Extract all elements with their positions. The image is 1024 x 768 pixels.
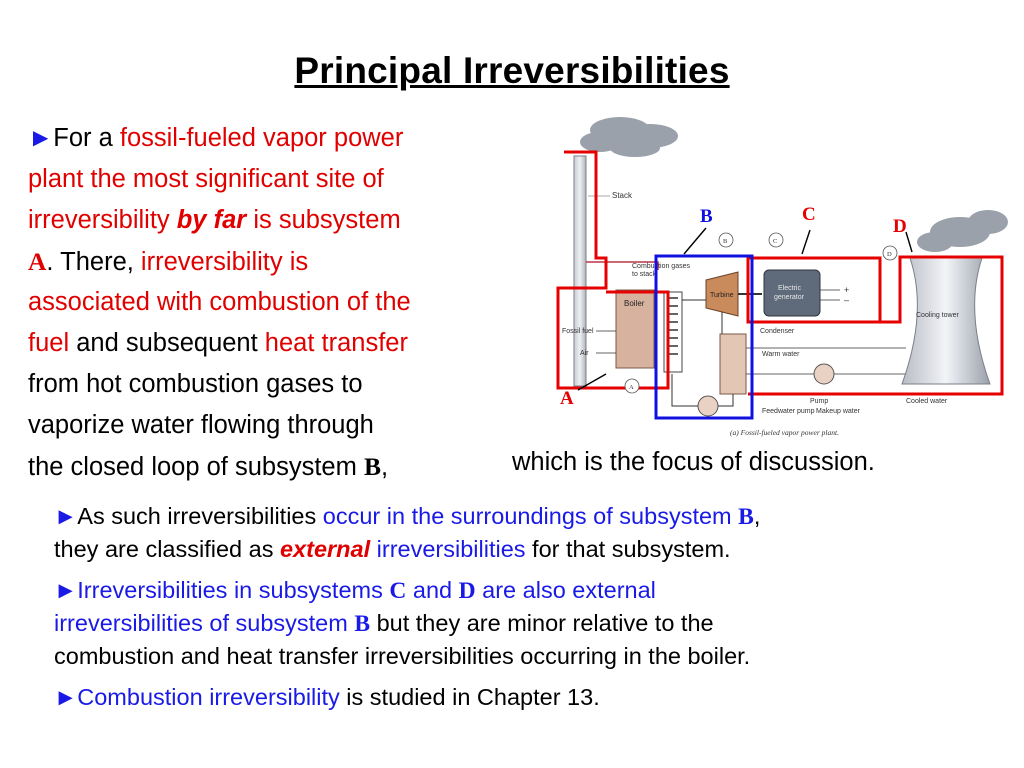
comb-gas-label-1: Combustion gases <box>632 263 690 270</box>
intro-line-9: the closed loop of subsystem B, <box>28 452 389 481</box>
bullet-list <box>54 500 1014 722</box>
condenser-label: Condenser <box>760 328 795 335</box>
generator-label-1: Electric <box>778 285 801 292</box>
steam-cloud-icon <box>917 210 1008 252</box>
bullet-arrow-icon: ► <box>54 577 78 603</box>
intro-line-1: ►For a fossil-fueled vapor power <box>28 124 404 152</box>
intro-line-7: from hot combustion gases to <box>28 370 363 398</box>
svg-text:B: B <box>723 238 728 245</box>
electric-generator <box>764 270 820 316</box>
bullet-item-3: ►Combustion irreversibility is studied in Chapter 13. <box>54 684 600 710</box>
warm-water-label: Warm water <box>762 351 800 358</box>
bullet-arrow-icon: ► <box>28 124 54 152</box>
power-plant-diagram <box>540 112 1020 447</box>
intro-line-6: fuel and subsequent heat transfer <box>28 329 408 357</box>
intro-line-5: associated with combustion of the <box>28 288 411 316</box>
svg-text:–: – <box>844 295 850 305</box>
fossil-fuel-label: Fossil fuel <box>562 328 594 335</box>
intro-line-9-tail: which is the focus of discussion. <box>512 448 875 476</box>
stack-label: Stack <box>612 191 633 200</box>
label-b: B <box>700 206 713 227</box>
boiler-label: Boiler <box>624 299 645 308</box>
makeup-water-label: Makeup water <box>816 408 860 415</box>
svg-text:D: D <box>887 251 892 258</box>
cooled-water-label: Cooled water <box>906 398 948 405</box>
pump-label: Pump <box>810 398 829 405</box>
label-d: D <box>893 216 907 237</box>
comb-gas-label-2: to stack <box>632 271 657 278</box>
air-label: Air <box>580 350 589 357</box>
label-a: A <box>560 388 574 409</box>
intro-line-3: irreversibility by far is subsystem <box>28 206 401 234</box>
diagram-caption: (a) Fossil-fueled vapor power plant. <box>730 428 839 437</box>
turbine-label: Turbine <box>710 292 734 299</box>
intro-line-8: vaporize water flowing through <box>28 411 374 439</box>
feedwater-pump-label: Feedwater pump <box>762 408 815 415</box>
generator-label-2: generator <box>774 294 804 301</box>
svg-text:A: A <box>629 384 634 391</box>
page-title: Principal Irreversibilities <box>294 50 730 91</box>
cooling-tower-label: Cooling tower <box>916 312 959 319</box>
bullet-arrow-icon: ► <box>54 503 78 529</box>
pump <box>814 364 834 384</box>
svg-text:C: C <box>773 238 778 245</box>
intro-line-4: A. There, irreversibility is <box>28 247 309 276</box>
cooling-tower <box>902 258 990 384</box>
label-c: C <box>802 204 816 225</box>
bullet-item-1: ►As such irreversibilities occur in the surroundings of subsystem B, they are classified as external irreversibilities for that subsystem. <box>54 503 761 562</box>
feedwater-pump <box>698 396 718 416</box>
bullet-item-2: ►Irreversibilities in subsystems C and D are also external irreversibilities of subsystem B but they are minor relative to the combustion and heat transfer irreversibilities occurring in the boiler. <box>54 577 751 669</box>
intro-line-2: plant the most significant site of <box>28 165 384 193</box>
svg-text:+: + <box>844 285 850 295</box>
bullet-arrow-icon: ► <box>54 684 78 710</box>
condenser <box>720 334 746 394</box>
